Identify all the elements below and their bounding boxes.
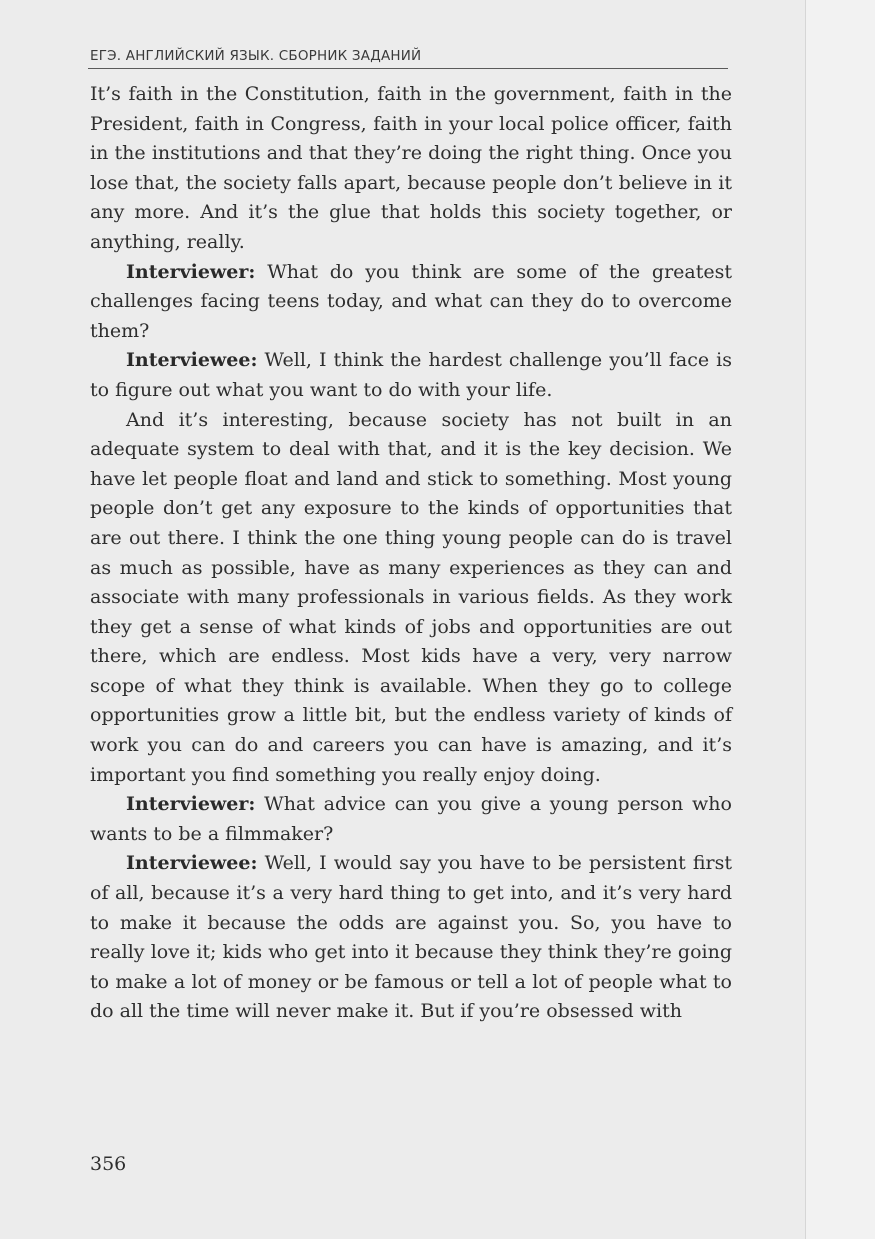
header-rule bbox=[88, 68, 728, 69]
paragraph bbox=[90, 346, 732, 405]
paragraph-text: What advice can you give a young person who wants to be a filmmaker? bbox=[90, 793, 732, 845]
speaker-label: Interviewee: bbox=[126, 349, 258, 372]
page-edge bbox=[805, 0, 875, 1239]
paragraph bbox=[90, 80, 732, 258]
body-text bbox=[90, 80, 732, 1027]
paragraph bbox=[90, 406, 732, 791]
speaker-label: Interviewer: bbox=[126, 260, 256, 283]
speaker-label: Interviewer: bbox=[126, 793, 256, 816]
paragraph bbox=[90, 258, 732, 347]
page-number: 356 bbox=[90, 1153, 127, 1175]
paragraph bbox=[90, 790, 732, 849]
paragraph-text: Well, I think the hardest challenge you’ll face is to figure out what you want to do with your life. bbox=[90, 349, 732, 401]
paragraph-text: It’s faith in the Constitution, faith in the government, faith in the President, faith in Congress, faith in your local police officer, faith in the institutions and that they’re doing the right thing. Once you lose that, the society falls apart, because people don’t believe in it any more. And it’s the glue that holds this society together, or anything, really. bbox=[90, 83, 732, 253]
paragraph-text: What do you think are some of the greatest challenges facing teens today, and what can they do to overcome them? bbox=[90, 260, 732, 342]
paragraph-text: Well, I would say you have to be persistent first of all, because it’s a very hard thing to get into, and it’s very hard to make it because the odds are against you. So, you have to really love it; kids who get into it because they think they’re going to make a lot of money or be famous or tell a lot of people what to do all the time will never make it. But if you’re obsessed with bbox=[90, 852, 732, 1023]
paragraph-text: And it’s interesting, because society has not built in an adequate system to deal with that, and it is the key decision. We have let people float and land and stick to something. Most young people don’t get any exposure to the kinds of opportunities that are out there. I think the one thing young people can do is travel as much as possible, have as many experiences as they can and associate with many professionals in various fields. As they work they get a sense of what kinds of jobs and opportunities are out there, which are endless. Most kids have a very, very narrow scope of what they think is available. When they go to college opportunities grow a little bit, but the endless variety of kinds of work you can do and careers you can have is amazing, and it’s important you find something you really enjoy doing. bbox=[90, 408, 732, 786]
running-head: ЕГЭ. АНГЛИЙСКИЙ ЯЗЫК. СБОРНИК ЗАДАНИЙ bbox=[90, 48, 422, 64]
speaker-label: Interviewee: bbox=[126, 852, 258, 875]
paragraph bbox=[90, 849, 732, 1027]
